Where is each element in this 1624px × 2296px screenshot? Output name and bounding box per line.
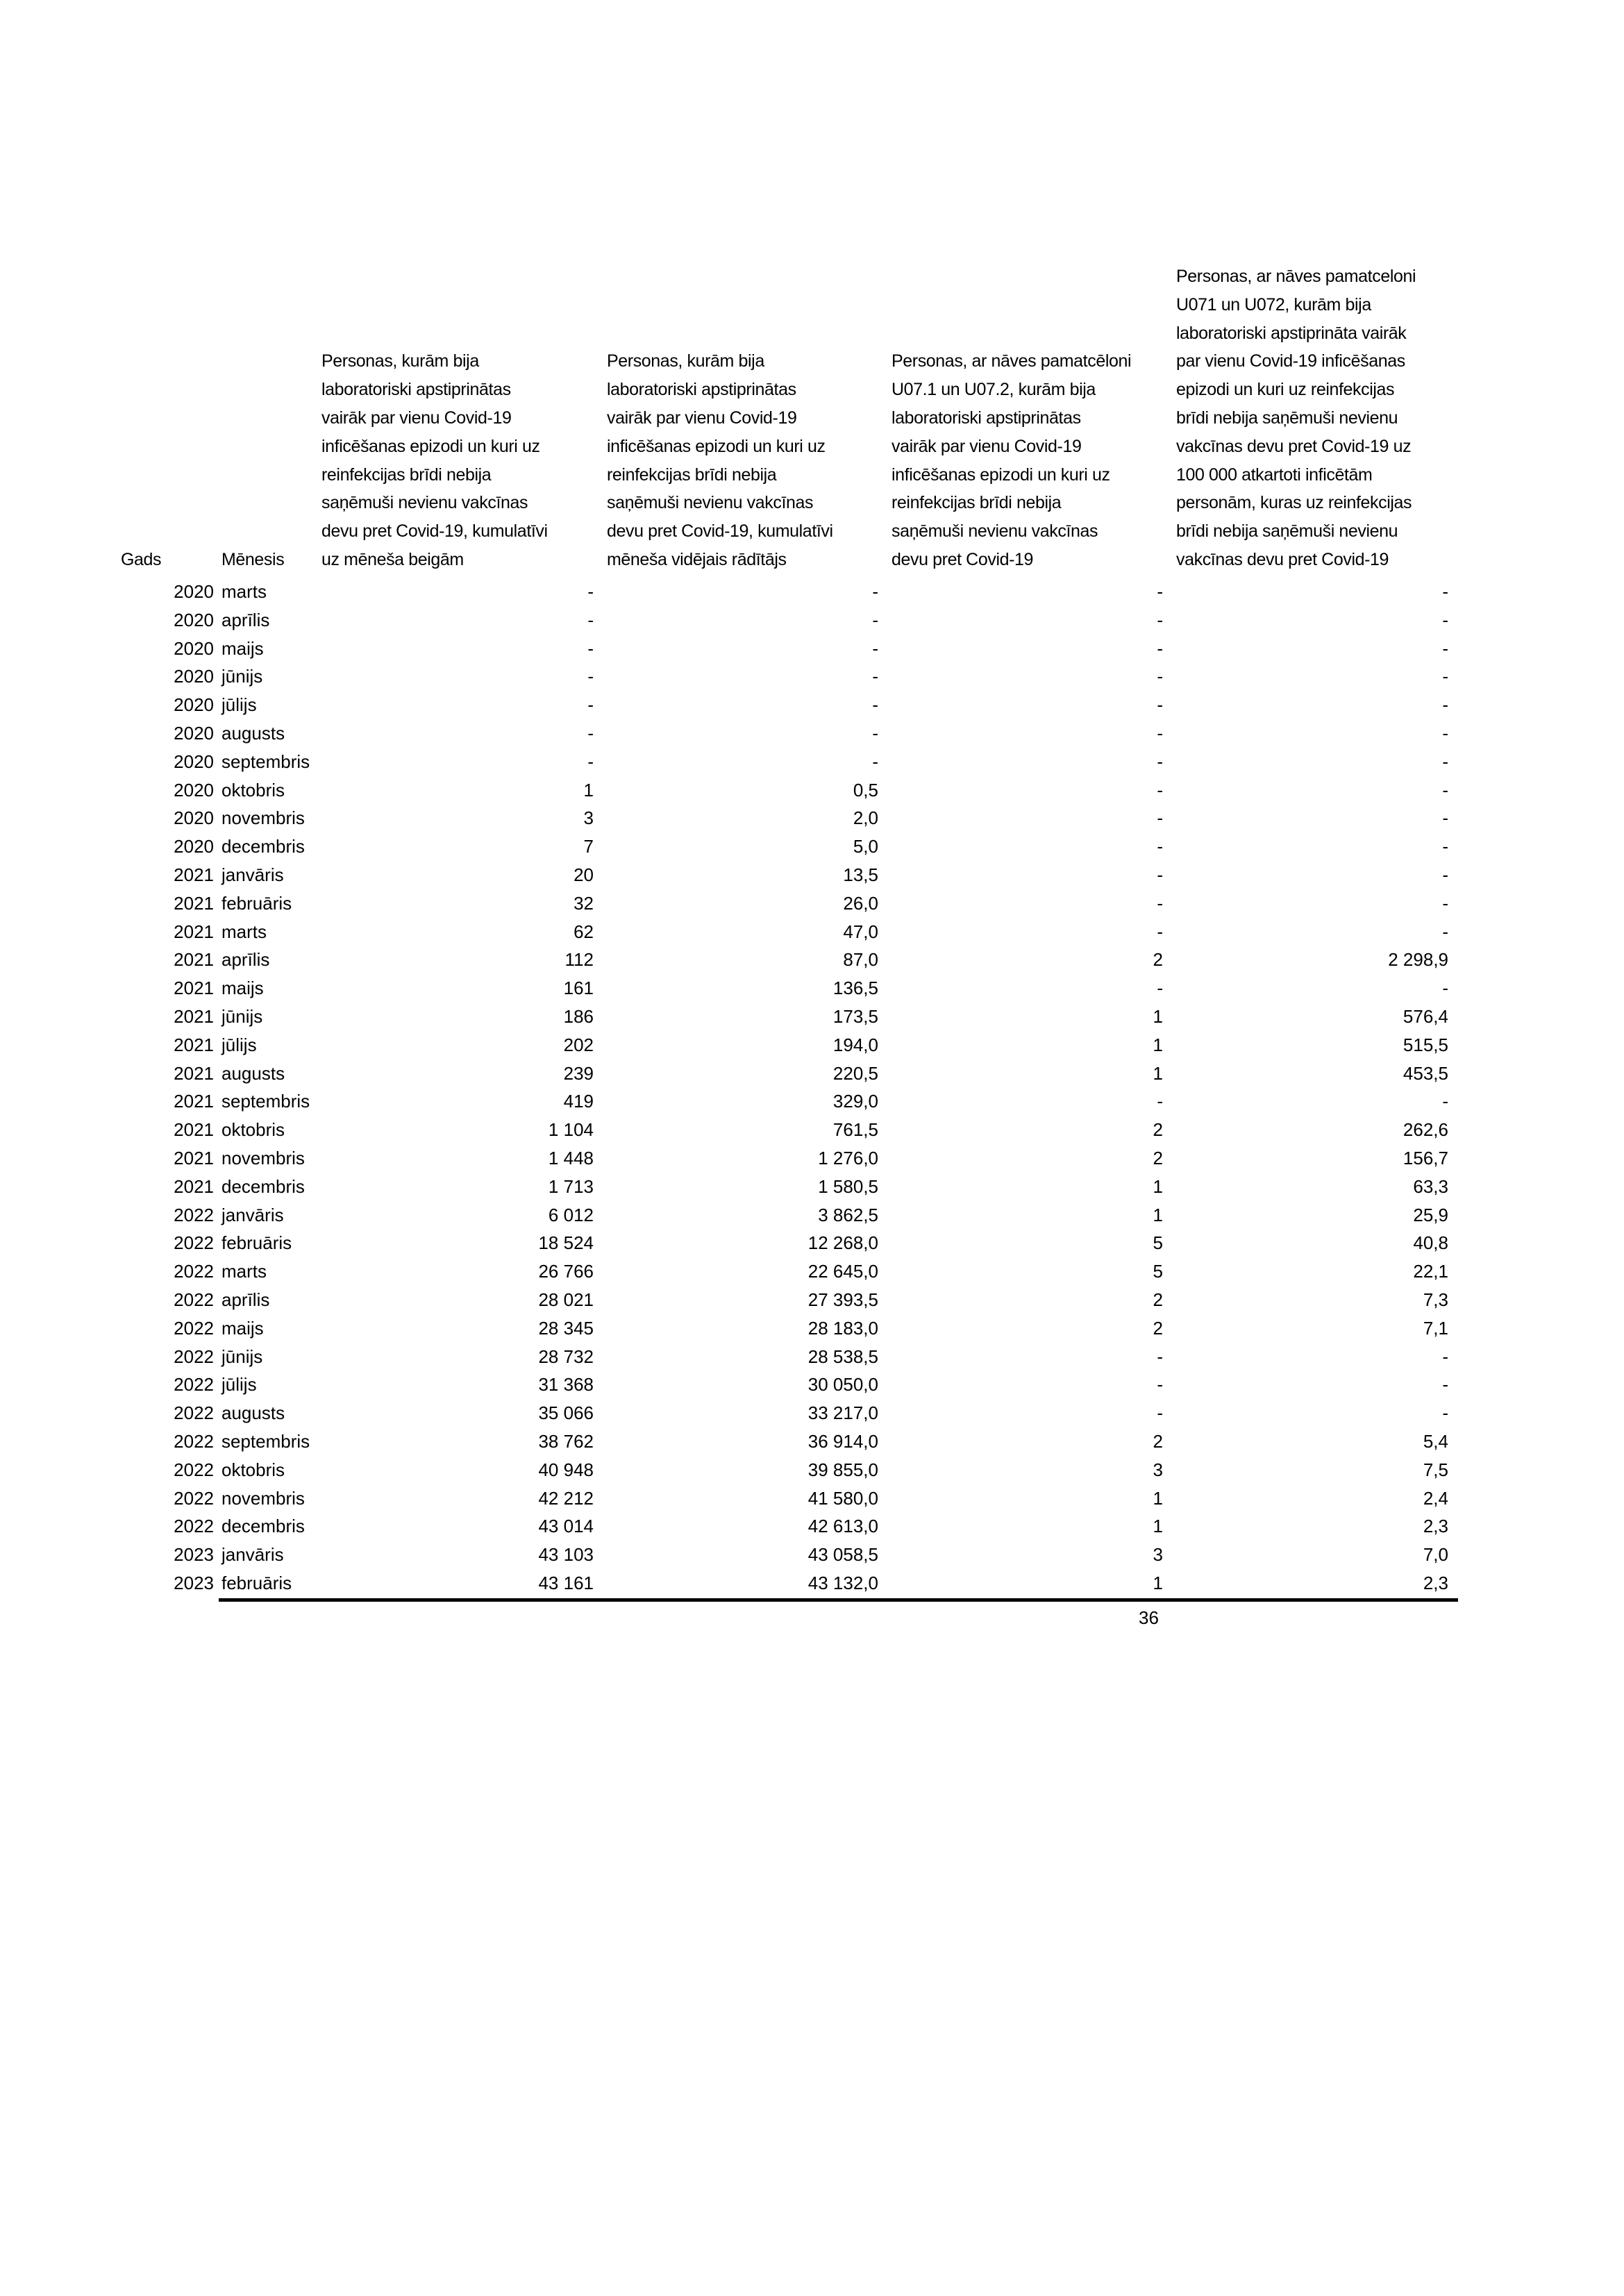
deaths-per-100k-cell: - bbox=[1442, 836, 1448, 857]
year-cell: 2021 bbox=[174, 1091, 214, 1112]
header-line: devu pret Covid-19, kumulatīvi bbox=[607, 521, 833, 542]
monthly-average-cell: 1 276,0 bbox=[818, 1148, 878, 1168]
deaths-cell: 1 bbox=[1153, 1573, 1163, 1593]
year-cell: 2021 bbox=[174, 1034, 214, 1055]
year-cell: 2021 bbox=[174, 1175, 214, 1197]
header-line: inficēšanas epizodi un kuri uz bbox=[607, 436, 826, 456]
monthly-average-cell: 0,5 bbox=[853, 779, 878, 801]
deaths-cell: - bbox=[1157, 1346, 1163, 1367]
month-cell: marts bbox=[221, 1261, 267, 1282]
deaths-per-100k-cell: 156,7 bbox=[1403, 1148, 1448, 1168]
month-cell: jūnijs bbox=[221, 1006, 263, 1027]
deaths-per-100k-cell: 7,0 bbox=[1423, 1544, 1448, 1566]
cumulative-cell: 31 368 bbox=[538, 1374, 594, 1396]
monthly-average-cell: 27 393,5 bbox=[807, 1289, 878, 1310]
monthly-average-cell: 36 914,0 bbox=[807, 1431, 878, 1452]
monthly-average-cell: 42 613,0 bbox=[807, 1516, 878, 1537]
monthly-average-cell: 220,5 bbox=[832, 1062, 878, 1084]
deaths-cell: 3 bbox=[1153, 1459, 1163, 1480]
cumulative-cell: - bbox=[587, 723, 594, 744]
year-cell: 2022 bbox=[174, 1487, 214, 1509]
deaths-per-100k-cell: 22,1 bbox=[1413, 1261, 1448, 1282]
monthly-average-cell: 47,0 bbox=[843, 921, 878, 942]
month-cell: novembris bbox=[221, 1487, 305, 1509]
deaths-per-100k-cell: 25,9 bbox=[1413, 1204, 1448, 1225]
cumulative-cell: 161 bbox=[563, 978, 594, 999]
cumulative-cell: 419 bbox=[563, 1091, 594, 1112]
deaths-cell: - bbox=[1157, 751, 1163, 772]
monthly-average-cell: - bbox=[872, 694, 878, 716]
deaths-cell: 1 bbox=[1153, 1034, 1163, 1055]
month-cell: aprīlis bbox=[221, 1289, 270, 1310]
header-line: brīdi nebija saņēmuši nevienu bbox=[1176, 408, 1398, 428]
deaths-cell: 1 bbox=[1153, 1175, 1163, 1197]
month-cell: decembris bbox=[221, 1175, 305, 1197]
monthly-average-cell: 761,5 bbox=[832, 1119, 878, 1141]
cumulative-cell: 1 bbox=[583, 779, 594, 801]
monthly-average-cell: 5,0 bbox=[853, 836, 878, 857]
monthly-average-cell: 136,5 bbox=[832, 978, 878, 999]
header-line: Personas, kurām bija bbox=[607, 351, 764, 371]
month-cell: marts bbox=[221, 581, 267, 602]
monthly-average-cell: 3 862,5 bbox=[818, 1204, 878, 1225]
deaths-cell: - bbox=[1157, 581, 1163, 602]
year-cell: 2021 bbox=[174, 921, 214, 942]
deaths-per-100k-cell: 2 298,9 bbox=[1388, 949, 1448, 971]
monthly-average-cell: 26,0 bbox=[843, 892, 878, 914]
deaths-cell: - bbox=[1157, 807, 1163, 829]
cumulative-cell: 62 bbox=[574, 921, 594, 942]
year-cell: 2021 bbox=[174, 1119, 214, 1141]
deaths-per-100k-cell: 40,8 bbox=[1413, 1232, 1448, 1254]
monthly-average-cell: - bbox=[872, 666, 878, 687]
year-cell: 2020 bbox=[174, 609, 214, 630]
cumulative-cell: 32 bbox=[574, 892, 594, 914]
month-cell: jūlijs bbox=[221, 1034, 257, 1055]
header-line: mēneša vidējais rādītājs bbox=[607, 549, 787, 569]
cumulative-cell: 43 103 bbox=[538, 1544, 594, 1566]
header-line: saņēmuši nevienu vakcīnas bbox=[891, 521, 1098, 542]
header-line: laboratoriski apstiprinātas bbox=[891, 408, 1081, 428]
month-cell: marts bbox=[221, 921, 267, 942]
deaths-cell: 1 bbox=[1153, 1516, 1163, 1537]
deaths-per-100k-cell: 262,6 bbox=[1403, 1119, 1448, 1141]
month-cell: maijs bbox=[221, 1317, 264, 1339]
year-cell: 2020 bbox=[174, 694, 214, 716]
deaths-cell: 2 bbox=[1153, 1119, 1163, 1141]
deaths-per-100k-cell: - bbox=[1442, 694, 1448, 716]
header-line: Personas, ar nāves pamatceloni bbox=[1176, 267, 1416, 286]
monthly-average-cell: 43 058,5 bbox=[807, 1544, 878, 1566]
header-line: inficēšanas epizodi un kuri uz bbox=[321, 436, 540, 456]
monthly-average-cell: 30 050,0 bbox=[807, 1374, 878, 1396]
header-line: devu pret Covid-19 bbox=[891, 549, 1034, 569]
cumulative-cell: - bbox=[587, 581, 594, 602]
header-line: vairāk par vienu Covid-19 bbox=[891, 436, 1082, 456]
deaths-cell: 1 bbox=[1153, 1204, 1163, 1225]
year-cell: 2022 bbox=[174, 1431, 214, 1452]
deaths-per-100k-cell: 7,1 bbox=[1423, 1317, 1448, 1339]
month-cell: jūnijs bbox=[221, 1346, 263, 1367]
monthly-average-cell: 28 183,0 bbox=[807, 1317, 878, 1339]
deaths-per-100k-cell: - bbox=[1442, 723, 1448, 744]
header-line: reinfekcijas brīdi nebija bbox=[321, 464, 492, 485]
year-cell: 2022 bbox=[174, 1459, 214, 1480]
deaths-per-100k-cell: - bbox=[1442, 1374, 1448, 1396]
header-line: 100 000 atkartoti inficētām bbox=[1176, 464, 1373, 485]
year-cell: 2021 bbox=[174, 864, 214, 885]
month-cell: septembris bbox=[221, 1091, 310, 1112]
deaths-cell: 2 bbox=[1153, 1289, 1163, 1310]
table-bottom-rule bbox=[219, 1598, 1458, 1602]
monthly-average-cell: 173,5 bbox=[832, 1006, 878, 1027]
deaths-cell: 2 bbox=[1153, 1431, 1163, 1452]
header-col4 bbox=[1176, 262, 1454, 574]
deaths-cell: 5 bbox=[1153, 1232, 1163, 1254]
deaths-per-100k-cell: 7,5 bbox=[1423, 1459, 1448, 1480]
cumulative-cell: 38 762 bbox=[538, 1431, 594, 1452]
cumulative-cell: 43 014 bbox=[538, 1516, 594, 1537]
cumulative-cell: 40 948 bbox=[538, 1459, 594, 1480]
deaths-per-100k-cell: - bbox=[1442, 1091, 1448, 1112]
year-cell: 2022 bbox=[174, 1289, 214, 1310]
cumulative-cell: - bbox=[587, 637, 594, 659]
cumulative-cell: 186 bbox=[563, 1006, 594, 1027]
header-line: vakcīnas devu pret Covid-19 uz bbox=[1176, 436, 1412, 456]
year-cell: 2020 bbox=[174, 666, 214, 687]
deaths-cell: - bbox=[1157, 723, 1163, 744]
month-cell: jūlijs bbox=[221, 694, 257, 716]
deaths-per-100k-cell: - bbox=[1442, 609, 1448, 630]
month-cell: oktobris bbox=[221, 779, 285, 801]
header-line: U07.1 un U07.2, kurām bija bbox=[891, 380, 1096, 400]
header-line: vairāk par vienu Covid-19 bbox=[321, 408, 512, 428]
header-line: laboratoriski apstiprinātas bbox=[321, 380, 511, 400]
deaths-cell: - bbox=[1157, 609, 1163, 630]
monthly-average-cell: 1 580,5 bbox=[818, 1175, 878, 1197]
month-cell: jūnijs bbox=[221, 666, 263, 687]
deaths-cell: 3 bbox=[1153, 1544, 1163, 1566]
header-line: brīdi nebija saņēmuši nevienu bbox=[1176, 521, 1398, 542]
cumulative-cell: 239 bbox=[563, 1062, 594, 1084]
deaths-per-100k-cell: 515,5 bbox=[1403, 1034, 1448, 1055]
year-cell: 2022 bbox=[174, 1516, 214, 1537]
deaths-per-100k-cell: - bbox=[1442, 1402, 1448, 1424]
deaths-cell: - bbox=[1157, 694, 1163, 716]
cumulative-cell: 1 448 bbox=[548, 1148, 594, 1168]
year-cell: 2020 bbox=[174, 807, 214, 829]
deaths-cell: - bbox=[1157, 779, 1163, 801]
header-col1 bbox=[321, 347, 599, 573]
monthly-average-cell: 33 217,0 bbox=[807, 1402, 878, 1424]
cumulative-cell: - bbox=[587, 666, 594, 687]
month-cell: augusts bbox=[221, 1062, 285, 1084]
deaths-per-100k-cell: - bbox=[1442, 892, 1448, 914]
deaths-cell: - bbox=[1157, 978, 1163, 999]
monthly-average-cell: 39 855,0 bbox=[807, 1459, 878, 1480]
year-cell: 2022 bbox=[174, 1317, 214, 1339]
deaths-per-100k-cell: 2,3 bbox=[1423, 1516, 1448, 1537]
deaths-cell: - bbox=[1157, 921, 1163, 942]
year-cell: 2020 bbox=[174, 779, 214, 801]
month-cell: aprīlis bbox=[221, 949, 270, 971]
header-line: uz mēneša beigām bbox=[321, 549, 464, 569]
month-cell: augusts bbox=[221, 723, 285, 744]
deaths-cell: 2 bbox=[1153, 949, 1163, 971]
year-cell: 2021 bbox=[174, 978, 214, 999]
deaths-per-100k-cell: - bbox=[1442, 921, 1448, 942]
month-cell: jūlijs bbox=[221, 1374, 257, 1396]
deaths-per-100k-cell: - bbox=[1442, 779, 1448, 801]
header-line: inficēšanas epizodi un kuri uz bbox=[891, 464, 1110, 485]
header-line: saņēmuši nevienu vakcīnas bbox=[607, 493, 814, 513]
header-line: U071 un U072, kurām bija bbox=[1176, 294, 1371, 315]
year-cell: 2022 bbox=[174, 1204, 214, 1225]
month-cell: augusts bbox=[221, 1402, 285, 1424]
deaths-cell: 5 bbox=[1153, 1261, 1163, 1282]
cumulative-cell: 1 713 bbox=[548, 1175, 594, 1197]
monthly-average-cell: 329,0 bbox=[832, 1091, 878, 1112]
deaths-cell: - bbox=[1157, 637, 1163, 659]
month-cell: februāris bbox=[221, 1573, 292, 1593]
header-line: Personas, ar nāves pamatcēloni bbox=[891, 351, 1132, 371]
header-line: laboratoriski apstiprinātas bbox=[607, 380, 796, 400]
month-cell: maijs bbox=[221, 978, 264, 999]
year-cell: 2021 bbox=[174, 949, 214, 971]
deaths-cell: - bbox=[1157, 1374, 1163, 1396]
page-number: 36 bbox=[1139, 1607, 1159, 1628]
deaths-cell: 1 bbox=[1153, 1006, 1163, 1027]
cumulative-cell: 1 104 bbox=[548, 1119, 594, 1141]
year-cell: 2022 bbox=[174, 1232, 214, 1254]
header-line: reinfekcijas brīdi nebija bbox=[607, 464, 777, 485]
deaths-cell: - bbox=[1157, 892, 1163, 914]
deaths-cell: - bbox=[1157, 1091, 1163, 1112]
deaths-per-100k-cell: - bbox=[1442, 581, 1448, 602]
cumulative-cell: 7 bbox=[583, 836, 594, 857]
deaths-cell: 1 bbox=[1153, 1487, 1163, 1509]
cumulative-cell: 6 012 bbox=[548, 1204, 594, 1225]
cumulative-cell: 42 212 bbox=[538, 1487, 594, 1509]
year-cell: 2020 bbox=[174, 723, 214, 744]
cumulative-cell: 18 524 bbox=[538, 1232, 594, 1254]
monthly-average-cell: - bbox=[872, 609, 878, 630]
header-line: vakcīnas devu pret Covid-19 bbox=[1176, 549, 1389, 569]
deaths-cell: 1 bbox=[1153, 1062, 1163, 1084]
header-line: epizodi un kuri uz reinfekcijas bbox=[1176, 380, 1395, 400]
monthly-average-cell: 28 538,5 bbox=[807, 1346, 878, 1367]
header-line: par vienu Covid-19 inficēšanas bbox=[1176, 351, 1405, 371]
deaths-per-100k-cell: - bbox=[1442, 978, 1448, 999]
year-cell: 2020 bbox=[174, 581, 214, 602]
monthly-average-cell: 12 268,0 bbox=[807, 1232, 878, 1254]
deaths-cell: - bbox=[1157, 1402, 1163, 1424]
deaths-cell: - bbox=[1157, 666, 1163, 687]
month-cell: decembris bbox=[221, 836, 305, 857]
header-line: saņēmuši nevienu vakcīnas bbox=[321, 493, 528, 513]
year-cell: 2021 bbox=[174, 1062, 214, 1084]
year-cell: 2022 bbox=[174, 1402, 214, 1424]
year-cell: 2022 bbox=[174, 1261, 214, 1282]
monthly-average-cell: 13,5 bbox=[843, 864, 878, 885]
header-col2 bbox=[607, 347, 885, 573]
deaths-cell: 2 bbox=[1153, 1148, 1163, 1168]
month-cell: septembris bbox=[221, 751, 310, 772]
header-gads: Gads bbox=[121, 550, 162, 569]
cumulative-cell: - bbox=[587, 694, 594, 716]
cumulative-cell: - bbox=[587, 751, 594, 772]
deaths-per-100k-cell: 63,3 bbox=[1413, 1175, 1448, 1197]
deaths-per-100k-cell: - bbox=[1442, 807, 1448, 829]
year-cell: 2021 bbox=[174, 1148, 214, 1168]
deaths-per-100k-cell: 2,4 bbox=[1423, 1487, 1448, 1509]
monthly-average-cell: 87,0 bbox=[843, 949, 878, 971]
header-col3 bbox=[891, 347, 1169, 573]
header-menesis: Mēnesis bbox=[221, 550, 285, 569]
deaths-per-100k-cell: 5,4 bbox=[1423, 1431, 1448, 1452]
cumulative-cell: 43 161 bbox=[538, 1573, 594, 1593]
monthly-average-cell: 2,0 bbox=[853, 807, 878, 829]
deaths-per-100k-cell: 7,3 bbox=[1423, 1289, 1448, 1310]
month-cell: februāris bbox=[221, 1232, 292, 1254]
deaths-per-100k-cell: - bbox=[1442, 666, 1448, 687]
year-cell: 2020 bbox=[174, 751, 214, 772]
month-cell: novembris bbox=[221, 807, 305, 829]
year-cell: 2023 bbox=[174, 1573, 214, 1593]
year-cell: 2023 bbox=[174, 1544, 214, 1566]
deaths-per-100k-cell: - bbox=[1442, 637, 1448, 659]
header-line: devu pret Covid-19, kumulatīvi bbox=[321, 521, 548, 542]
monthly-average-cell: 22 645,0 bbox=[807, 1261, 878, 1282]
month-cell: oktobris bbox=[221, 1459, 285, 1480]
year-cell: 2020 bbox=[174, 637, 214, 659]
cumulative-cell: 28 345 bbox=[538, 1317, 594, 1339]
cumulative-cell: 202 bbox=[563, 1034, 594, 1055]
month-cell: maijs bbox=[221, 637, 264, 659]
cumulative-cell: 20 bbox=[574, 864, 594, 885]
monthly-average-cell: - bbox=[872, 723, 878, 744]
header-line: personām, kuras uz reinfekcijas bbox=[1176, 493, 1412, 513]
deaths-per-100k-cell: 576,4 bbox=[1403, 1006, 1448, 1027]
month-cell: oktobris bbox=[221, 1119, 285, 1141]
header-line: Personas, kurām bija bbox=[321, 351, 479, 371]
month-cell: janvāris bbox=[221, 864, 284, 885]
cumulative-cell: 112 bbox=[564, 949, 594, 971]
header-line: vairāk par vienu Covid-19 bbox=[607, 408, 797, 428]
monthly-average-cell: 41 580,0 bbox=[807, 1487, 878, 1509]
monthly-average-cell: 43 132,0 bbox=[807, 1573, 878, 1593]
deaths-cell: - bbox=[1157, 864, 1163, 885]
cumulative-cell: - bbox=[587, 609, 594, 630]
year-cell: 2022 bbox=[174, 1374, 214, 1396]
header-line: laboratoriski apstiprināta vairāk bbox=[1176, 323, 1407, 343]
year-cell: 2021 bbox=[174, 892, 214, 914]
month-cell: februāris bbox=[221, 892, 292, 914]
header-line: reinfekcijas brīdi nebija bbox=[891, 493, 1062, 513]
month-cell: janvāris bbox=[221, 1204, 284, 1225]
cumulative-cell: 26 766 bbox=[538, 1261, 594, 1282]
monthly-average-cell: 194,0 bbox=[832, 1034, 878, 1055]
year-cell: 2020 bbox=[174, 836, 214, 857]
deaths-per-100k-cell: - bbox=[1442, 1346, 1448, 1367]
deaths-cell: 2 bbox=[1153, 1317, 1163, 1339]
month-cell: janvāris bbox=[221, 1544, 284, 1566]
year-cell: 2022 bbox=[174, 1346, 214, 1367]
cumulative-cell: 28 021 bbox=[538, 1289, 594, 1310]
deaths-per-100k-cell: - bbox=[1442, 751, 1448, 772]
month-cell: decembris bbox=[221, 1516, 305, 1537]
deaths-per-100k-cell: - bbox=[1442, 864, 1448, 885]
deaths-cell: - bbox=[1157, 836, 1163, 857]
monthly-average-cell: - bbox=[872, 581, 878, 602]
deaths-per-100k-cell: 453,5 bbox=[1403, 1062, 1448, 1084]
month-cell: aprīlis bbox=[221, 609, 270, 630]
year-cell: 2021 bbox=[174, 1006, 214, 1027]
monthly-average-cell: - bbox=[872, 637, 878, 659]
monthly-average-cell: - bbox=[872, 751, 878, 772]
month-cell: novembris bbox=[221, 1148, 305, 1168]
month-cell: septembris bbox=[221, 1431, 310, 1452]
cumulative-cell: 3 bbox=[583, 807, 594, 829]
cumulative-cell: 28 732 bbox=[538, 1346, 594, 1367]
deaths-per-100k-cell: 2,3 bbox=[1423, 1573, 1448, 1593]
cumulative-cell: 35 066 bbox=[538, 1402, 594, 1424]
